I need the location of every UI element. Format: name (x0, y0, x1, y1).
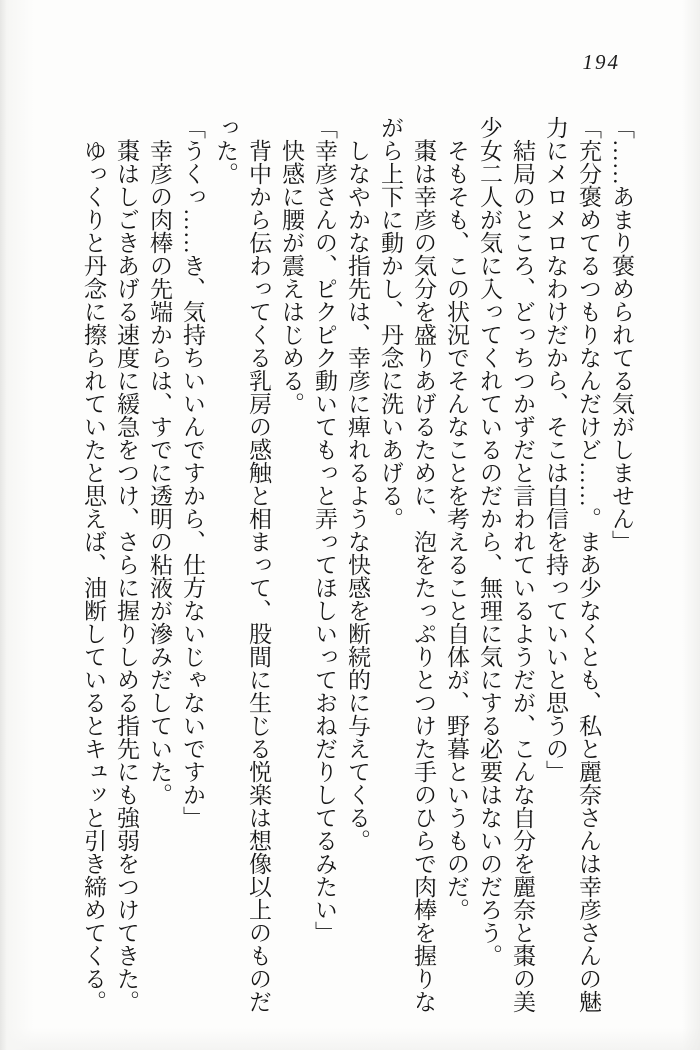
paragraph: ゆっくりと丹念に擦られていたと思えば、油断しているとキュッと引き締めてくる。 (81, 116, 106, 1013)
paragraph: 結局のところ、どっちつかずだと言われているようだが、こんな自分を麗奈と棗の美少女二人が気に入ってくれているのだから、無理に気にする必要はないのだろう。 (477, 116, 535, 1013)
text-block (72, 116, 638, 1026)
paragraph: そもそも、この状況でそんなことを考えること自体が、野暮というものだ。 (444, 116, 469, 921)
paragraph: 「幸彦さんの、ピクピク動いてもっと弄ってほしいっておねだりしてるみたい」 (312, 116, 337, 944)
paragraph: 「充分褒めてるつもりなんだけど……。まあ少なくとも、私と麗奈さんは幸彦さんの魅力にメロメロなわけだから、そこは自信を持っていいと思うの」 (543, 116, 601, 1013)
page-number: 194 (582, 50, 620, 74)
paragraph: 幸彦の肉棒の先端からは、すでに透明の粘液が滲みだしていた。 (147, 116, 172, 806)
paragraph: 棗はしごきあげる速度に緩急をつけ、さらに握りしめる指先にも強弱をつけてきた。 (114, 116, 139, 1013)
paragraph: 「……あまり褒められてる気がしません」 (609, 116, 634, 553)
paragraph: 「うくっ……き、気持ちいいんですから、仕方ないじゃないですか」 (180, 116, 205, 829)
paragraph: 快感に腰が震えはじめる。 (279, 116, 304, 415)
paragraph: 背中から伝わってくる乳房の感触と相まって、股間に生じる悦楽は想像以上のものだった。 (213, 116, 271, 1013)
paragraph: 棗は幸彦の気分を盛りあげるために、泡をたっぷりとつけた手のひらで肉棒を握りながら上下に動かし、丹念に洗いあげる。 (378, 116, 436, 1013)
paragraph: しなやかな指先は、幸彦に痺れるような快感を断続的に与えてくる。 (345, 116, 370, 852)
